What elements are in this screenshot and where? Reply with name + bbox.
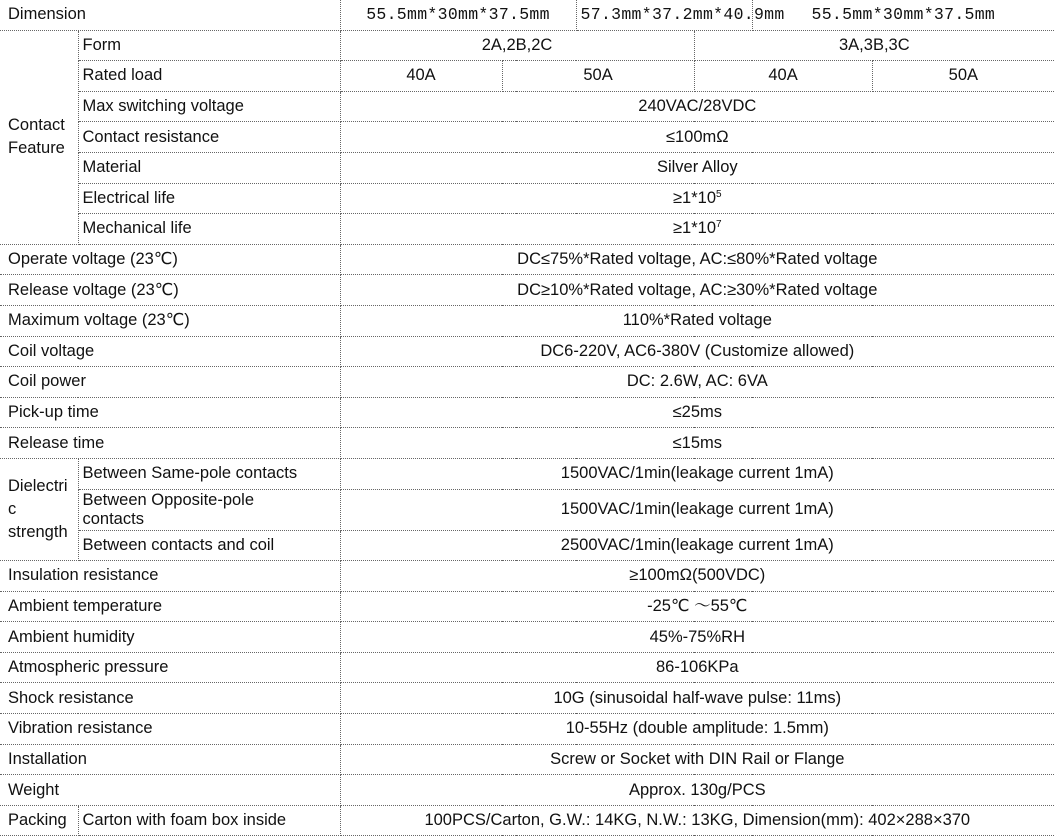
contact-feature-label-line1: Contact <box>8 116 65 135</box>
pickup-time-label: Pick-up time <box>0 397 340 428</box>
mechanical-life-value <box>340 214 1054 245</box>
insulation-resistance-label: Insulation resistance <box>0 561 340 592</box>
row-atmospheric-pressure <box>0 652 1054 683</box>
row-insulation-resistance <box>0 561 1054 592</box>
coil-voltage-label: Coil voltage <box>0 336 340 367</box>
weight-label: Weight <box>0 775 340 806</box>
row-operate-voltage <box>0 244 1054 275</box>
contact-feature-group-label <box>0 30 78 244</box>
row-pickup-time <box>0 397 1054 428</box>
ambient-temperature-label: Ambient temperature <box>0 591 340 622</box>
dimension-value-3: 55.5mm*30mm*37.5mm <box>752 0 1054 30</box>
coil-power-value: DC: 2.6W, AC: 6VA <box>340 367 1054 398</box>
row-max-switching-voltage <box>0 91 1054 122</box>
ambient-humidity-value: 45%-75%RH <box>340 622 1054 653</box>
electrical-life-base: ≥1*10 <box>673 188 717 207</box>
contacts-coil-label: Between contacts and coil <box>78 530 340 561</box>
row-maximum-voltage <box>0 305 1054 336</box>
packing-sub-label: Carton with foam box inside <box>78 805 340 836</box>
weight-value: Approx. 130g/PCS <box>340 775 1054 806</box>
atmospheric-pressure-label: Atmospheric pressure <box>0 652 340 683</box>
form-label: Form <box>78 30 340 61</box>
row-dielectric-opposite-pole <box>0 489 1054 530</box>
row-material <box>0 152 1054 183</box>
dimension-value-1: 55.5mm*30mm*37.5mm <box>340 0 576 30</box>
dielectric-label-line2: c <box>8 500 17 518</box>
coil-voltage-value: DC6-220V, AC6-380V (Customize allowed) <box>340 336 1054 367</box>
row-ambient-humidity <box>0 622 1054 653</box>
row-packing <box>0 805 1054 836</box>
form-value-2abc: 2A,2B,2C <box>340 30 694 61</box>
packing-label: Packing <box>0 805 78 836</box>
coil-power-label: Coil power <box>0 367 340 398</box>
mechanical-life-base: ≥1*10 <box>673 219 717 238</box>
electrical-life-exponent: 5 <box>716 188 722 200</box>
contact-feature-label-line2: Feature <box>8 139 65 158</box>
row-release-time <box>0 428 1054 459</box>
dielectric-strength-group-label <box>0 458 78 560</box>
opposite-pole-label <box>78 489 340 530</box>
row-dielectric-same-pole <box>0 458 1054 489</box>
operate-voltage-value: DC≤75%*Rated voltage, AC:≤80%*Rated voltage <box>340 244 1054 275</box>
vibration-resistance-label: Vibration resistance <box>0 714 340 745</box>
mechanical-life-label: Mechanical life <box>78 214 340 245</box>
row-form <box>0 30 1054 61</box>
electrical-life-label: Electrical life <box>78 183 340 214</box>
dielectric-label-line3: strength <box>8 523 68 541</box>
max-switching-voltage-label: Max switching voltage <box>78 91 340 122</box>
contact-resistance-value: ≤100mΩ <box>340 122 1054 153</box>
shock-resistance-label: Shock resistance <box>0 683 340 714</box>
row-electrical-life <box>0 183 1054 214</box>
material-value: Silver Alloy <box>340 152 1054 183</box>
release-voltage-value: DC≥10%*Rated voltage, AC:≥30%*Rated voltage <box>340 275 1054 306</box>
row-weight <box>0 775 1054 806</box>
operate-voltage-label: Operate voltage (23℃) <box>0 244 340 275</box>
installation-value: Screw or Socket with DIN Rail or Flange <box>340 744 1054 775</box>
material-label: Material <box>78 152 340 183</box>
row-vibration-resistance <box>0 714 1054 745</box>
installation-label: Installation <box>0 744 340 775</box>
dimension-label: Dimension <box>0 0 340 30</box>
ambient-humidity-label: Ambient humidity <box>0 622 340 653</box>
same-pole-value: 1500VAC/1min(leakage current 1mA) <box>340 458 1054 489</box>
rated-load-value-2: 50A <box>502 61 694 92</box>
release-voltage-label: Release voltage (23℃) <box>0 275 340 306</box>
opposite-pole-value: 1500VAC/1min(leakage current 1mA) <box>340 489 1054 530</box>
row-release-voltage <box>0 275 1054 306</box>
rated-load-value-1: 40A <box>340 61 502 92</box>
row-dimension <box>0 0 1054 30</box>
rated-load-label: Rated load <box>78 61 340 92</box>
maximum-voltage-value: 110%*Rated voltage <box>340 305 1054 336</box>
ambient-temperature-value: -25℃ ～55℃ <box>340 591 1054 622</box>
same-pole-label: Between Same-pole contacts <box>78 458 340 489</box>
row-installation <box>0 744 1054 775</box>
form-value-3abc: 3A,3B,3C <box>694 30 1054 61</box>
row-shock-resistance <box>0 683 1054 714</box>
row-dielectric-contacts-coil <box>0 530 1054 561</box>
max-switching-voltage-value: 240VAC/28VDC <box>340 91 1054 122</box>
row-coil-voltage <box>0 336 1054 367</box>
row-coil-power <box>0 367 1054 398</box>
row-ambient-temperature <box>0 591 1054 622</box>
atmospheric-pressure-value: 86-106KPa <box>340 652 1054 683</box>
rated-load-value-4: 50A <box>872 61 1054 92</box>
mechanical-life-exponent: 7 <box>716 219 722 231</box>
packing-value: 100PCS/Carton, G.W.: 14KG, N.W.: 13KG, Dimension(mm): 402×288×370 <box>340 805 1054 836</box>
electrical-life-value <box>340 183 1054 214</box>
vibration-resistance-value: 10-55Hz (double amplitude: 1.5mm) <box>340 714 1054 745</box>
dimension-value-2: 57.3mm*37.2mm*40.9mm <box>576 0 752 30</box>
contacts-coil-value: 2500VAC/1min(leakage current 1mA) <box>340 530 1054 561</box>
row-mechanical-life <box>0 214 1054 245</box>
maximum-voltage-label: Maximum voltage (23℃) <box>0 305 340 336</box>
opposite-pole-label-line2: contacts <box>82 509 144 528</box>
row-contact-resistance <box>0 122 1054 153</box>
pickup-time-value: ≤25ms <box>340 397 1054 428</box>
contact-resistance-label: Contact resistance <box>78 122 340 153</box>
opposite-pole-label-line1: Between Opposite-pole <box>82 490 255 509</box>
release-time-value: ≤15ms <box>340 428 1054 459</box>
shock-resistance-value: 10G (sinusoidal half-wave pulse: 11ms) <box>340 683 1054 714</box>
rated-load-value-3: 40A <box>694 61 872 92</box>
release-time-label: Release time <box>0 428 340 459</box>
row-rated-load <box>0 61 1054 92</box>
insulation-resistance-value: ≥100mΩ(500VDC) <box>340 561 1054 592</box>
dielectric-label-line1: Dielectri <box>8 477 68 495</box>
